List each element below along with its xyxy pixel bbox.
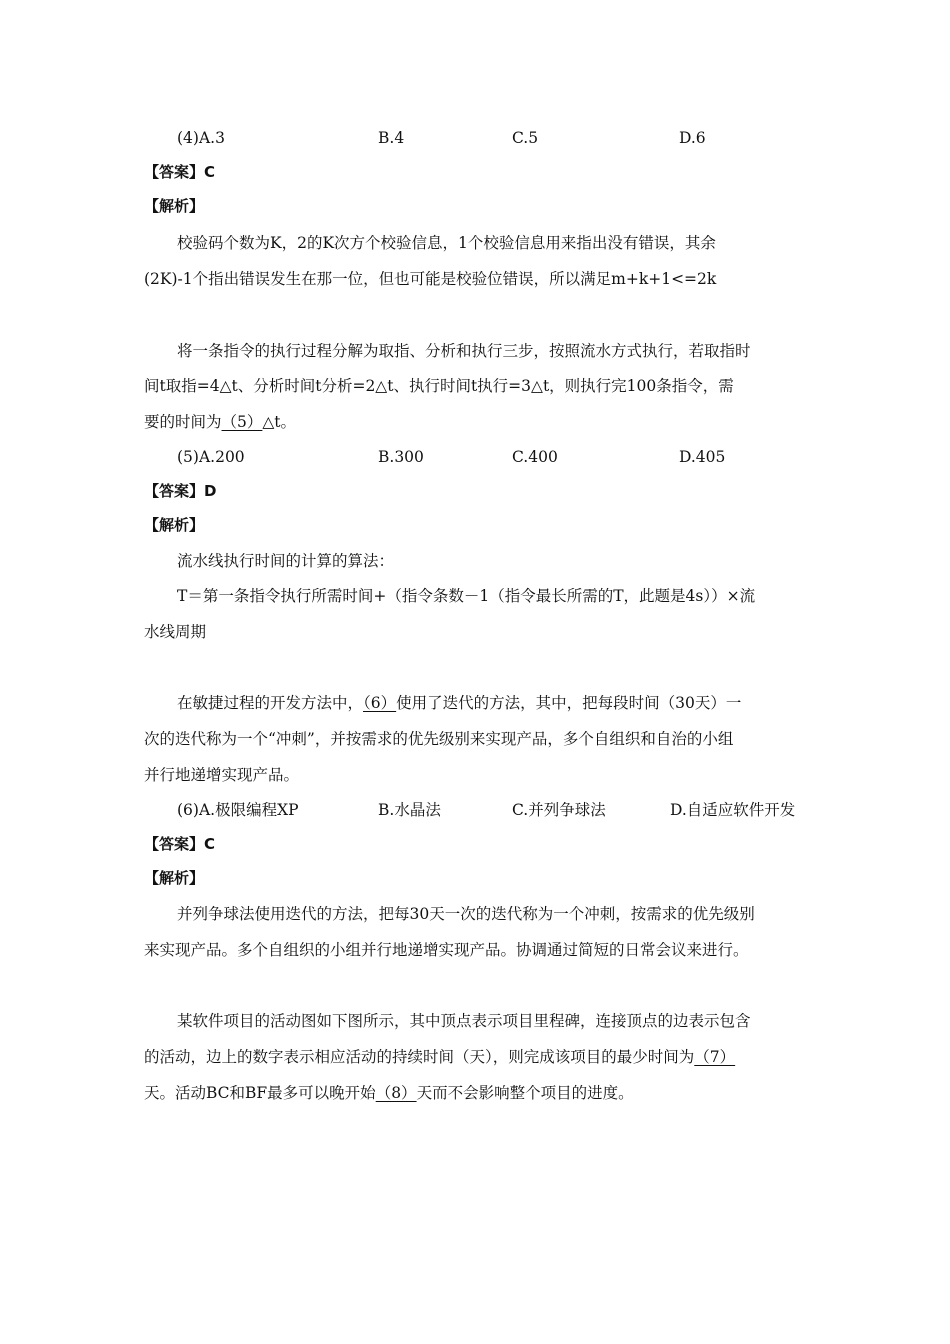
answer-label: 【答案】 [144, 835, 205, 853]
q5-option-b: B.300 [378, 448, 424, 466]
q4-answer [144, 161, 215, 183]
q6-stem-line-2: 次的迭代称为一个“冲刺”，并按需求的优先级别来实现产品，多个自组织和自治的小组 [144, 730, 734, 748]
q6-option-b: B.水晶法 [378, 801, 441, 819]
q5-blank: （5） [221, 413, 263, 431]
q4-option-c: C.5 [512, 129, 539, 147]
q6-option-a: (6)A.极限编程XP [177, 801, 299, 819]
q5-analysis-line-1: 流水线执行时间的计算的算法： [177, 552, 395, 570]
q6-answer [144, 833, 215, 855]
answer-value: C [204, 163, 216, 181]
q7-stem-line-2: 的活动，边上的数字表示相应活动的持续时间（天），则完成该项目的最少时间为（7） [144, 1048, 736, 1066]
q6-stem-line-3: 并行地递增实现产品。 [144, 766, 300, 784]
q4-analysis-line-2: (2K)-1个指出错误发生在那一位，但也可能是校验位错误，所以满足m+k+1<=2k [144, 270, 717, 288]
q6-option-c: C.并列争球法 [512, 801, 606, 819]
q5-analysis-line-3: 水线周期 [144, 623, 207, 641]
q5-stem-line-2: 间t取指=4△t、分析时间t分析=2△t、执行时间t执行=3△t，则执行完100条指令，需 [144, 377, 734, 395]
answer-label: 【答案】 [144, 482, 205, 500]
q6-analysis-line-1: 并列争球法使用迭代的方法，把每30天一次的迭代称为一个冲刺，按需求的优先级别 [177, 905, 755, 923]
answer-value: D [204, 482, 217, 500]
q8-blank: （8） [375, 1084, 417, 1102]
q4-option-b: B.4 [378, 129, 405, 147]
q7-blank: （7） [694, 1048, 736, 1066]
q5-answer [144, 480, 216, 502]
q5-stem-line-1: 将一条指令的执行过程分解为取指、分析和执行三步，按照流水方式执行，若取指时 [177, 342, 751, 360]
q6-analysis-label: 【解析】 [144, 869, 205, 887]
q6-option-d: D.自适应软件开发 [670, 801, 796, 819]
q4-option-d: D.6 [679, 129, 706, 147]
q6-blank: （6） [363, 694, 397, 712]
q7-stem-line-1: 某软件项目的活动图如下图所示，其中顶点表示项目里程碑，连接顶点的边表示包含 [177, 1012, 751, 1030]
answer-value: C [204, 835, 216, 853]
q7-stem-line-3: 天。活动BC和BF最多可以晚开始（8）天而不会影响整个项目的进度。 [144, 1084, 634, 1102]
q6-stem-line-1: 在敏捷过程的开发方法中，（6）使用了迭代的方法，其中，把每段时间（30天）一 [177, 694, 742, 712]
q6-analysis-line-2: 来实现产品。多个自组织的小组并行地递增实现产品。协调通过简短的日常会议来进行。 [144, 941, 749, 959]
q5-option-c: C.400 [512, 448, 558, 466]
q5-stem-line-3: 要的时间为（5）△t。 [144, 413, 297, 431]
q4-analysis-label: 【解析】 [144, 197, 205, 215]
q4-option-a: (4)A.3 [177, 129, 225, 147]
answer-label: 【答案】 [144, 163, 205, 181]
q5-option-d: D.405 [679, 448, 726, 466]
q4-analysis-line-1: 校验码个数为K，2的K次方个校验信息，1个校验信息用来指出没有错误，其余 [177, 234, 716, 252]
q5-analysis-line-2: T＝第一条指令执行所需时间+（指令条数－1（指令最长所需的T，此题是4s））×流 [177, 587, 756, 605]
q5-analysis-label: 【解析】 [144, 516, 205, 534]
q5-option-a: (5)A.200 [177, 448, 245, 466]
